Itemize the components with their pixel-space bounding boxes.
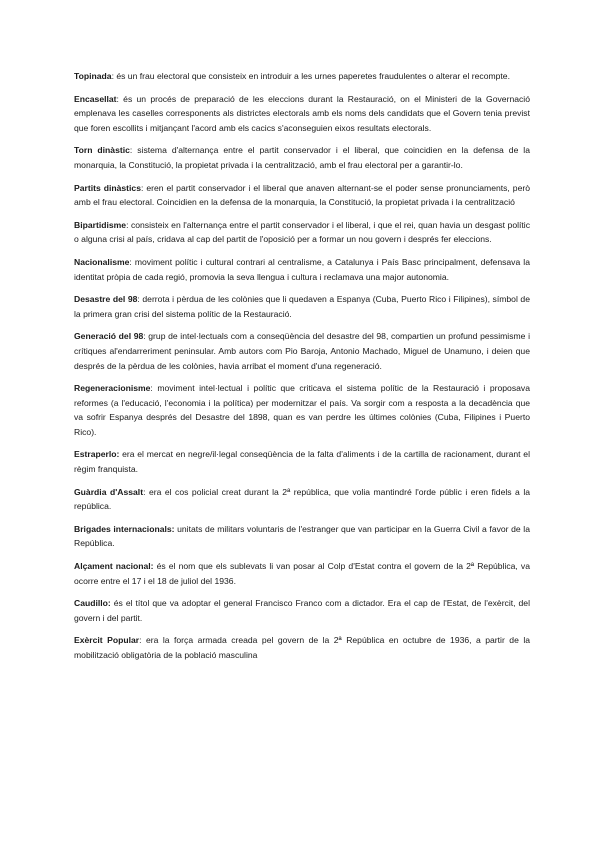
entry-term: Generació del 98: [74, 331, 144, 342]
glossary-entry: [74, 181, 530, 210]
entry-definition: sistema d'alternança entre el partit conservador i el liberal, que coincidien en la defensa de la monarquia, la Constitució, la propietat privada i la centralització, amb el frau electoral per a garantir-lo.: [74, 145, 530, 170]
entry-term: Encasellat: [74, 93, 117, 104]
entry-term: Desastre del 98: [74, 294, 138, 305]
entry-definition: derrota i pèrdua de les colònies que li quedaven a Espanya (Cuba, Puerto Rico i Filipines), símbol de la primera gran crisi del sistema polític de la Restauració.: [74, 294, 530, 319]
entry-definition: moviment intel·lectual i polític que criticava el sistema polític de la Restauració i proposava reformes (a l'educació, l'economia i la política) per modernitzar el país. Va sorgir com a resposta a la decadència que va sofrir Espanya després del Desastre del 1898, quan es van perdre les últimes colònies (Cuba, Filipines i Puerto Rico).: [74, 383, 530, 437]
entry-definition: era la força armada creada pel govern de la 2ª República en octubre de 1936, a partir de la mobilització obligatòria de la població masculina: [74, 635, 531, 660]
glossary-entry: [74, 69, 530, 84]
entry-definition: era el mercat en negre/il·legal conseqüència de la falta d'aliments i de la cartilla de racionament, durant el règim franquista.: [74, 449, 530, 475]
entry-separator: :: [143, 331, 149, 342]
glossary-entry: [74, 485, 530, 514]
entry-definition: eren el partit conservador i el liberal que anaven alternant-se el poder sense pronunciaments, però amb el frau electoral. Coincidien en la defensa de la monarquia, la Constitució, la propietat privada i la centralització: [74, 182, 530, 208]
entry-definition: grup de intel·lectuals com a conseqüència del desastre del 98, compartien un profund pessimisme i crítiques al'endarreriment peninsular. Amb autors com Pio Baroja, Antonio Machado, Miguel de Unamuno, i deien que després de la pèrdua de les colònies, havia arribat el moment d'una regeneració.: [74, 331, 530, 371]
entry-term: Exèrcit Popular: [74, 635, 140, 646]
entry-definition: consisteix en l'alternança entre el partit conservador i el liberal, i que el rei, quan havia un desgast polític o alguna crisi al país, cridava al cap del partit de l'oposició per a formar un nou govern i després fer eleccions.: [74, 219, 530, 245]
entry-separator: :: [116, 93, 124, 104]
entry-term: Bipartidisme: [74, 219, 127, 230]
entry-term: Partits dinàstics: [74, 182, 141, 193]
entry-separator: :: [126, 219, 131, 230]
glossary-entry: [74, 255, 530, 284]
entry-term: Regeneracionisme: [74, 383, 151, 394]
glossary-entry: [74, 559, 530, 588]
glossary-entry: [74, 381, 530, 439]
glossary-entry: [74, 633, 530, 662]
entry-separator: :: [150, 383, 158, 394]
glossary-entry: [74, 329, 530, 373]
entry-term: Brigades internacionals:: [74, 523, 175, 534]
entry-term: Alçament nacional:: [74, 561, 154, 572]
glossary-entry: [74, 292, 530, 321]
glossary-entry: [74, 143, 530, 172]
glossary-entry: [74, 447, 530, 476]
entry-definition: és un procés de preparació de les eleccions durant la Restauració, on el Ministeri de la Governació emplenava les caselles corresponents als districtes electorals amb els noms dels candidats que el Govern tenia previst que foren escollits i mitjançant l'acord amb els cacics s'aconseguien eixos resultats electorals.: [74, 93, 530, 133]
glossary-entry: [74, 218, 530, 247]
entry-definition: unitats de militars voluntaris de l'estranger que van participar en la Guerra Civil a favor de la República.: [74, 523, 530, 549]
entry-term: Topinada: [74, 71, 112, 81]
entry-term: Estraperlo:: [74, 449, 120, 460]
entry-separator: :: [129, 256, 135, 267]
glossary-entry: [74, 522, 530, 551]
glossary-entry: [74, 596, 530, 625]
entry-term: Torn dinàstic: [74, 145, 130, 156]
entry-separator: :: [140, 182, 147, 193]
entry-term: Guàrdia d'Assalt: [74, 486, 144, 497]
entry-separator: :: [129, 145, 138, 156]
entry-separator: :: [143, 486, 149, 497]
entry-separator: :: [139, 635, 146, 646]
entry-definition: és el nom que els sublevats li van posar al Colp d'Estat contra el govern de la 2ª República, va ocorre entre el 17 i el 18 de juliol del 1936.: [74, 561, 530, 586]
entry-definition: és un frau electoral que consisteix en introduir a les urnes paperetes fraudulentes o alterar el recompte.: [116, 71, 510, 81]
entry-separator: :: [111, 71, 117, 81]
glossary-entry: [74, 92, 530, 136]
entry-term: Nacionalisme: [74, 256, 130, 267]
entry-definition: era el cos policial creat durant la 2ª república, que volia mantindré l'orde públic i eren fidels a la república.: [74, 486, 531, 512]
entry-definition: moviment polític i cultural contrari al centralisme, a Catalunya i País Basc principalment, defensava la identitat pròpia de cada regió, promovia la seva llengua i cultura i reclamava una major autonomia.: [74, 256, 530, 282]
entry-term: Caudillo:: [74, 598, 111, 609]
entry-definition: és el títol que va adoptar el general Francisco Franco com a dictador. Era el cap de l'Estat, de l'exèrcit, del govern i del partit.: [74, 598, 530, 623]
entry-separator: :: [137, 294, 143, 305]
